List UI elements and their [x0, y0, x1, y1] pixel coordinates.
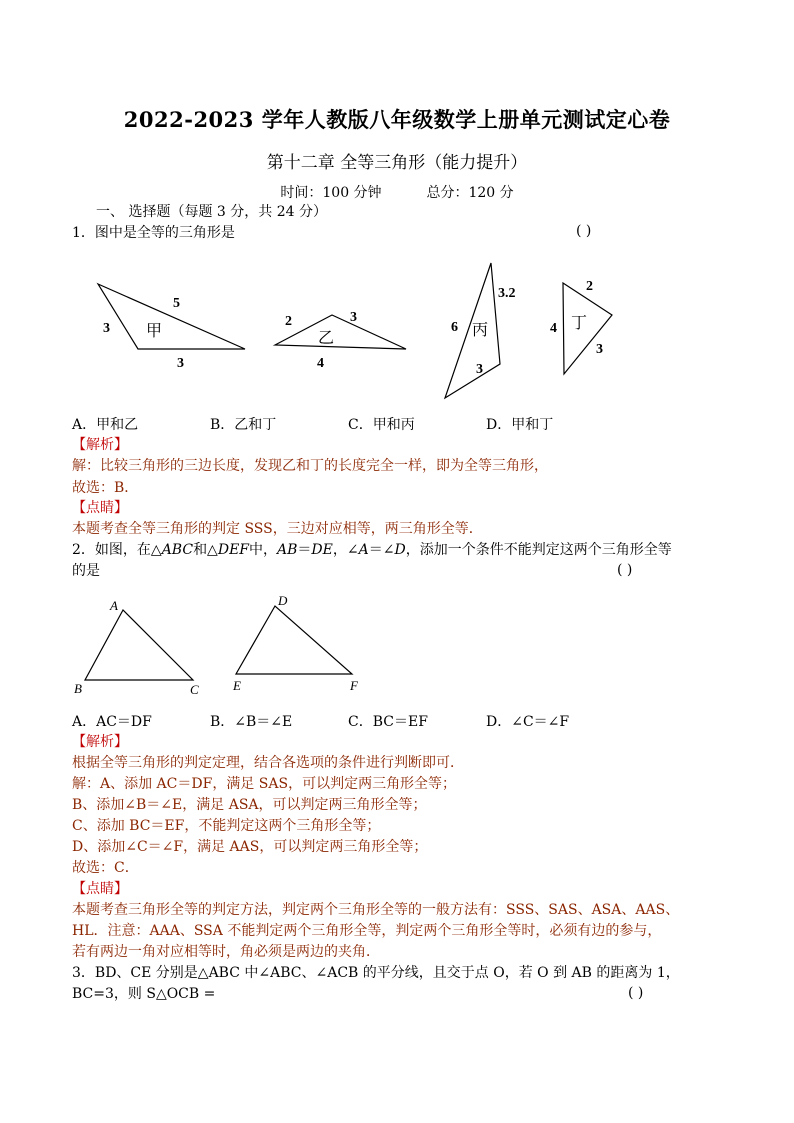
time-label: 时间：100 分钟 [280, 185, 382, 201]
q2-option-c: C．BC＝EF [348, 714, 428, 730]
q1-answer: 故选：B． [72, 480, 139, 496]
jia-side-bottom: 3 [177, 356, 184, 371]
yi-side-left: 2 [285, 314, 292, 329]
q3-stem-line1: 3．BD、CE 分别是△ABC 中∠ABC、∠ACB 的平分线，且交于点 O，若 O 到 AB 的距离为 1， [72, 965, 680, 981]
q2-eq: ＝ [297, 542, 312, 558]
q2-angle-a: A [358, 542, 369, 558]
q1-comment: 本题考查全等三角形的判定 SSS，三边对应相等，两三角形全等． [72, 521, 483, 537]
q2-comment-line: HL．注意：AAA、SSA 不能判定两个三角形全等，判定两个三角形全等时，必须有边的参与， [72, 923, 662, 939]
ding-side-right: 3 [596, 342, 603, 357]
jia-label: 甲 [146, 323, 163, 340]
q1-answer-paren: ( ) [576, 223, 592, 239]
bing-side-bottom: 3 [476, 362, 483, 377]
q1-stem: 1．图中是全等的三角形是 [72, 225, 235, 241]
q1-analysis-tag: 【解析】 [72, 437, 128, 453]
vertex-e: E [233, 678, 241, 693]
jia-side-top: 5 [173, 296, 180, 311]
q2-stem [72, 540, 672, 560]
q2-eq: ＝∠ [368, 542, 395, 558]
ding-side-top: 2 [586, 279, 593, 294]
q2-comment-line: 本题考查三角形全等的判定方法，判定两个三角形全等的一般方法有：SSS、SAS、ASA、AAS、 [72, 902, 680, 918]
q2-angle-d: D [394, 542, 406, 558]
triangle-def [236, 606, 352, 674]
q2-answer: 故选：C． [72, 860, 139, 876]
vertex-d: D [278, 594, 288, 608]
q1-option-a: A．甲和乙 [72, 417, 139, 433]
exam-info [0, 182, 794, 202]
vertex-a: A [110, 598, 118, 613]
bing-side-left: 6 [451, 320, 458, 335]
vertex-c: C [190, 682, 199, 697]
q2-answer-paren: ( ) [617, 562, 633, 578]
q2-option-a: A．AC＝DF [72, 714, 152, 730]
q2-analysis-tag: 【解析】 [72, 734, 128, 750]
ding-label: 丁 [571, 315, 588, 332]
q2-stem-part: 和△ [193, 542, 218, 558]
score-label: 总分：120 分 [426, 185, 514, 201]
q1-solution: 解：比较三角形的三边长度，发现乙和丁的长度完全一样，即为全等三角形， [72, 458, 548, 474]
q2-comment-tag: 【点睛】 [72, 881, 128, 897]
q1-option-b: B．乙和丁 [210, 417, 277, 433]
vertex-f: F [350, 678, 358, 693]
q2-triangle-def: DEF [217, 542, 250, 558]
q2-option-b: B．∠B＝∠E [210, 714, 293, 730]
q2-stem-part: ，∠ [332, 542, 359, 558]
q2-analysis: 根据全等三角形的判定定理，结合各选项的条件进行判断即可． [72, 755, 464, 771]
chapter-subtitle: 第十二章 全等三角形（能力提升） [266, 153, 528, 173]
bing-label: 丙 [472, 322, 489, 339]
yi-label: 乙 [318, 330, 335, 347]
q3-stem-line2: BC=3，则 S△OCB = [72, 986, 216, 1002]
q2-figure [0, 594, 794, 704]
yi-side-bottom: 4 [317, 356, 324, 371]
bing-side-right: 3.2 [498, 286, 516, 301]
q2-solution-line: 解：A、添加 AC＝DF，满足 SAS，可以判定两三角形全等； [72, 776, 457, 792]
q2-triangle-abc: ABC [161, 542, 194, 558]
q1-option-c: C．甲和丙 [348, 417, 415, 433]
q2-stem-part: 中， [249, 542, 278, 558]
q2-option-d: D．∠C＝∠F [486, 714, 570, 730]
q2-stem-line2: 的是 [72, 563, 100, 579]
q2-cond-de: DE [311, 542, 333, 558]
triangle-yi [275, 315, 406, 349]
q1-figure [0, 255, 794, 405]
page-title: 2022-2023 学年人教版八年级数学上册单元测试定心卷 [123, 107, 671, 132]
q3-answer-paren: ( ) [628, 985, 644, 1001]
section-heading: 一、 选择题（每题 3 分，共 24 分） [96, 204, 327, 220]
q2-solution-line: D、添加∠C＝∠F，满足 AAS，可以判定两三角形全等； [72, 839, 428, 855]
q2-stem-part: 2．如图，在△ [72, 542, 162, 558]
q1-comment-tag: 【点睛】 [72, 500, 128, 516]
triangle-abc [85, 610, 193, 680]
q2-solution-line: C、添加 BC＝EF，不能判定这两个三角形全等； [72, 818, 381, 834]
vertex-b: B [74, 681, 82, 696]
jia-side-left: 3 [103, 321, 110, 336]
yi-side-right: 3 [350, 310, 357, 325]
q2-solution-line: B、添加∠B＝∠E，满足 ASA，可以判定两三角形全等； [72, 797, 427, 813]
q1-option-d: D．甲和丁 [486, 417, 554, 433]
ding-side-left: 4 [550, 321, 557, 336]
q2-stem-part: ，添加一个条件不能判定这两个三角形全等 [405, 542, 672, 558]
triangle-jia [98, 284, 245, 349]
q2-cond-ab: AB [277, 542, 298, 558]
q2-comment-line: 若有两边一角对应相等时，角必须是两边的夹角． [72, 944, 380, 960]
